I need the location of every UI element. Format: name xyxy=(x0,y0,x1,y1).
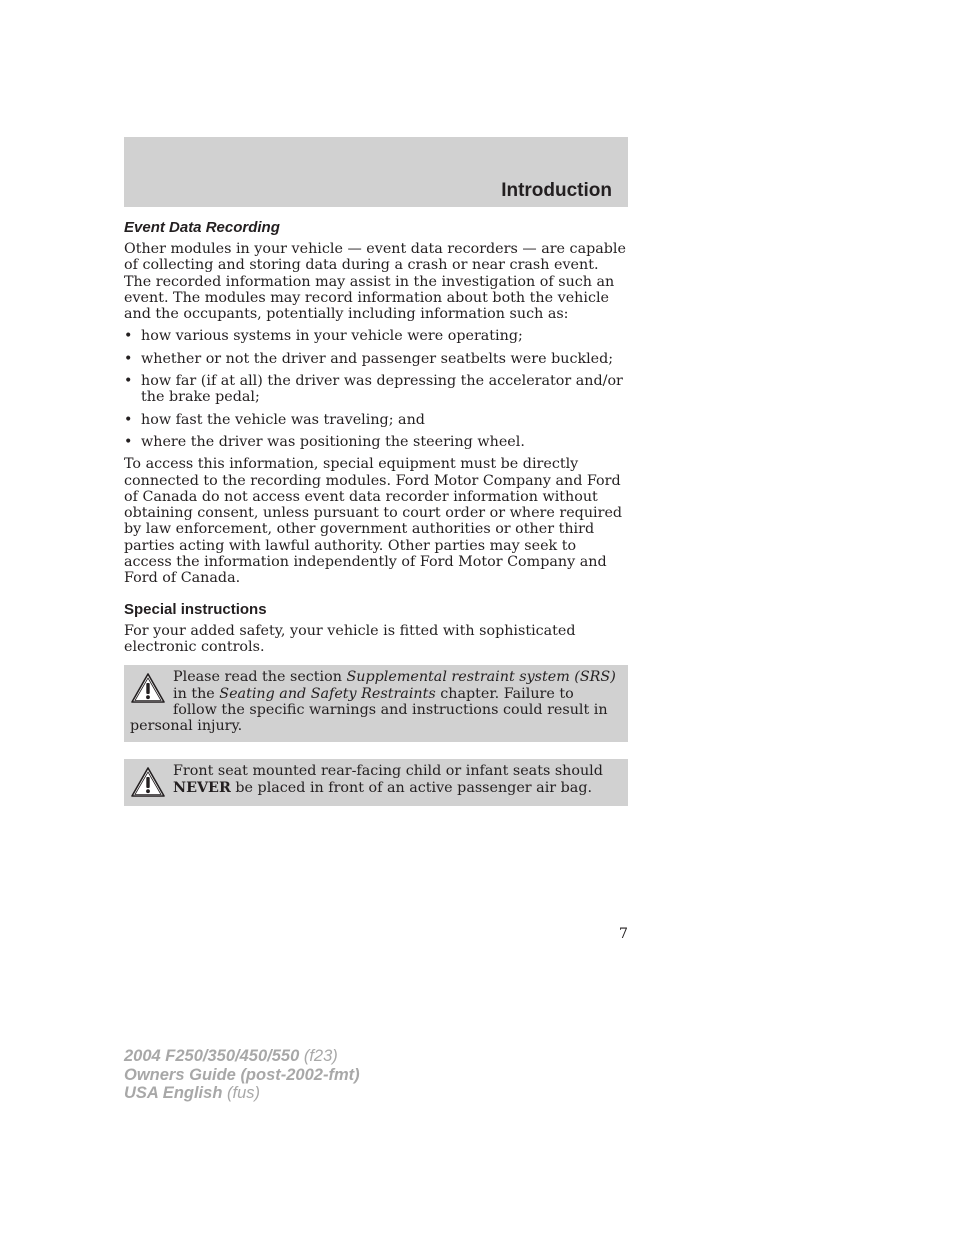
safety-paragraph: For your added safety, your vehicle is fitted with sophisticated electronic controls. xyxy=(124,622,576,655)
page-number: 7 xyxy=(618,926,628,942)
warning-box-child-seat: Front seat mounted rear-facing child or infant seats should NEVER be placed in front of an active passenger air bag. xyxy=(124,759,628,806)
list-item: • whether or not the driver and passenger seatbelts were buckled; xyxy=(124,350,614,367)
document-footer xyxy=(124,1047,360,1103)
list-item: • where the driver was positioning the steering wheel. xyxy=(124,433,525,450)
warning-box-srs: Please read the section Supplemental restraint system (SRS) in the Seating and Safety Restraints chapter. Failure to follow the specific warnings and instructions could result in personal injury. xyxy=(124,665,628,742)
list-item: • how fast the vehicle was traveling; and xyxy=(124,411,425,428)
bullet-icon: • xyxy=(124,373,133,390)
list-item: • how various systems in your vehicle were operating; xyxy=(124,328,523,345)
section-heading-event-data-recording: Event Data Recording xyxy=(124,219,280,236)
list-item: • how far (if at all) the driver was depressing the accelerator and/or the brake pedal; xyxy=(124,373,623,406)
bullet-icon: • xyxy=(124,350,133,367)
recorded-info-list xyxy=(124,328,628,450)
warning-triangle-icon xyxy=(130,672,166,704)
chapter-title: Introduction xyxy=(501,180,612,201)
never-emphasis: NEVER xyxy=(173,779,231,796)
bullet-icon: • xyxy=(124,411,133,428)
bullet-icon: • xyxy=(124,433,133,450)
chapter-header-bar xyxy=(124,137,628,207)
access-paragraph: To access this information, special equipment must be directly connected to the recording modules. Ford Motor Company and Ford of Canada do not access event data recorder information without obtaining consent, unless pursuant to court order or where required by law enforcement, other government authorities or other third parties acting with lawful authority. Other parties may seek to access the information independently of Ford Motor Company and Ford of Canada. xyxy=(124,456,623,587)
section-heading-special-instructions: Special instructions xyxy=(124,600,267,618)
chapter-reference: Seating and Safety Restraints xyxy=(219,685,436,702)
srs-section-reference: Supplemental restraint system (SRS) xyxy=(346,669,616,686)
intro-paragraph: Other modules in your vehicle — event data recorders — are capable of collecting and storing data during a crash or near crash event. The recorded information may assist in the investigation of such an event. The modules may record information about both the vehicle and the occupants, potentially including information such as: xyxy=(124,241,626,323)
footer-guide-line: Owners Guide (post-2002-fmt) xyxy=(124,1065,360,1084)
footer-language-line: USA English (fus) xyxy=(124,1084,260,1102)
page-content xyxy=(124,219,628,806)
warning-triangle-icon xyxy=(130,766,166,798)
bullet-icon: • xyxy=(124,328,133,345)
footer-model-line: 2004 F250/350/450/550 (f23) xyxy=(124,1047,338,1065)
